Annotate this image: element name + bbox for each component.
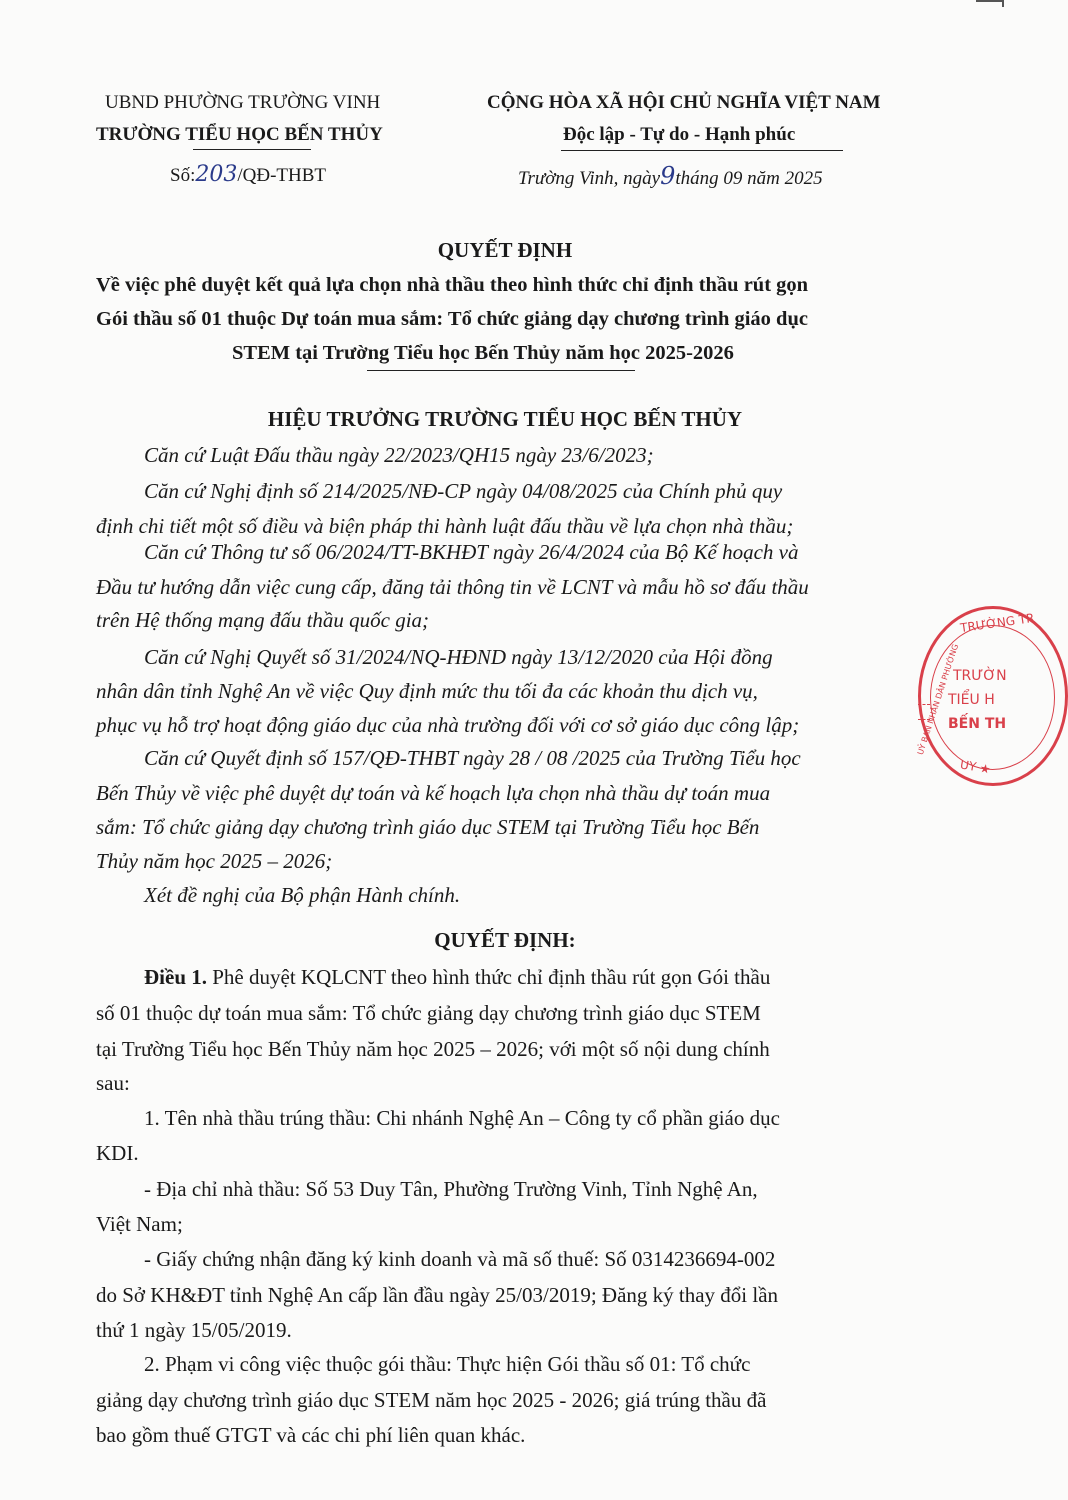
basis-line: trên Hệ thống mạng đấu thầu quốc gia;: [96, 608, 430, 632]
article-line: 1. Tên nhà thầu trúng thầu: Chi nhánh Nghệ An – Công ty cổ phần giáo dục: [144, 1106, 780, 1130]
stamp-bottom-text: UY ★: [959, 757, 992, 777]
school-name: TRƯỜNG TIỂU HỌC BẾN THỦY: [96, 124, 383, 145]
basis-line: Căn cứ Luật Đấu thầu ngày 22/2023/QH15 ngày 23/6/2023;: [144, 443, 654, 467]
issue-date: [518, 162, 823, 190]
national-motto-underline: [561, 150, 843, 151]
document-title: QUYẾT ĐỊNH: [437, 238, 573, 262]
date-suffix: tháng 09 năm 2025: [675, 168, 823, 189]
basis-line: Căn cứ Quyết định số 157/QĐ-THBT ngày 28 / 08 /2025 của Trường Tiểu học: [144, 746, 801, 770]
basis-line: Thủy năm học 2025 – 2026;: [96, 849, 333, 873]
basis-line: Căn cứ Thông tư số 06/2024/TT-BKHĐT ngày 26/4/2024 của Bộ Kế hoạch và: [144, 540, 799, 564]
article-line: giảng dạy chương trình giáo dục STEM năm học 2025 - 2026; giá trúng thầu đã: [96, 1388, 767, 1412]
title-subject-line-3: STEM tại Trường Tiểu học Bến Thủy năm học 2025-2026: [232, 342, 734, 364]
basis-line: nhân dân tỉnh Nghệ An về việc Quy định mức thu tối đa các khoản thu dịch vụ,: [96, 679, 758, 703]
doc-number-prefix: Số:: [170, 165, 196, 186]
national-motto: Độc lập - Tự do - Hạnh phúc: [563, 124, 796, 145]
basis-line: định chi tiết một số điều và biện pháp thi hành luật đấu thầu về lựa chọn nhà thầu;: [96, 514, 794, 538]
basis-line: phục vụ hỗ trợ hoạt động giáo dục của nhà trường đối với cơ sở giáo dục công lập;: [96, 713, 800, 737]
basis-line: Căn cứ Nghị định số 214/2025/NĐ-CP ngày 04/08/2025 của Chính phủ quy: [144, 479, 783, 503]
basis-line: Căn cứ Nghị Quyết số 31/2024/NQ-HĐND ngày 13/12/2020 của Hội đồng: [144, 645, 773, 669]
stamp-line-2: TIỂU H: [948, 692, 995, 708]
article-line: 2. Phạm vi công việc thuộc gói thầu: Thực hiện Gói thầu số 01: Tổ chức: [144, 1352, 751, 1376]
scan-corner-mark: [976, 0, 1004, 7]
date-prefix: Trường Vinh, ngày: [518, 168, 661, 189]
article-1-first-line: [144, 965, 770, 990]
national-title: CỘNG HÒA XÃ HỘI CHỦ NGHĨA VIỆT NAM: [487, 92, 881, 113]
doc-number-suffix: /QĐ-THBT: [237, 165, 327, 186]
stamp-tick-marks: [918, 704, 930, 720]
date-day-handwritten: 9: [660, 162, 676, 190]
school-name-underline: [193, 149, 311, 150]
basis-line: Đầu tư hướng dẫn việc cung cấp, đăng tải thông tin về LCNT và mẫu hồ sơ đấu thầu: [96, 575, 809, 599]
basis-line: Xét đề nghị của Bộ phận Hành chính.: [144, 883, 461, 907]
article-1-label: Điều 1.: [144, 965, 207, 989]
basis-line: sắm: Tổ chức giảng dạy chương trình giáo dục STEM tại Trường Tiểu học Bến: [96, 815, 760, 839]
basis-line: Bến Thủy về việc phê duyệt dự toán và kế hoạch lựa chọn nhà thầu dự toán mua: [96, 781, 771, 805]
article-line: thứ 1 ngày 15/05/2019.: [96, 1318, 292, 1342]
article-line: tại Trường Tiểu học Bến Thủy năm học 2025 – 2026; với một số nội dung chính: [96, 1037, 770, 1061]
article-line: Việt Nam;: [96, 1212, 183, 1236]
article-line: KDI.: [96, 1141, 139, 1165]
article-line: bao gồm thuế GTGT và các chi phí liên quan khác.: [96, 1423, 526, 1447]
article-1-text: Phê duyệt KQLCNT theo hình thức chỉ định thầu rút gọn Gói thầu: [207, 965, 771, 989]
stamp-inner-ring: [930, 625, 1055, 770]
article-line: - Địa chỉ nhà thầu: Số 53 Duy Tân, Phường Trường Vinh, Tỉnh Nghệ An,: [144, 1177, 758, 1201]
doc-number-handwritten: 203: [195, 162, 238, 187]
article-line: số 01 thuộc dự toán mua sắm: Tổ chức giảng dạy chương trình giáo dục STEM: [96, 1001, 761, 1025]
article-line: sau:: [96, 1071, 130, 1095]
title-subject-line-2: Gói thầu số 01 thuộc Dự toán mua sắm: Tổ chức giảng dạy chương trình giáo dục: [96, 308, 808, 330]
article-line: - Giấy chứng nhận đăng ký kinh doanh và mã số thuế: Số 0314236694-002: [144, 1247, 776, 1271]
stamp-left-arc-text: UỶ BAN NHÂN DÂN PHƯỜNG: [915, 642, 961, 757]
decision-heading: QUYẾT ĐỊNH:: [434, 928, 576, 952]
title-underline: [367, 370, 635, 371]
article-line: do Sở KH&ĐT tỉnh Nghệ An cấp lần đầu ngày 25/03/2019; Đăng ký thay đổi lần: [96, 1283, 779, 1307]
stamp-top-text: TRƯỜNG TR: [959, 610, 1036, 636]
document-number: [170, 162, 326, 187]
title-subject-line-1: Về việc phê duyệt kết quả lựa chọn nhà thầu theo hình thức chỉ định thầu rút gọn: [96, 274, 809, 296]
issuing-authority: HIỆU TRƯỞNG TRƯỜNG TIỂU HỌC BẾN THỦY: [267, 407, 743, 431]
stamp-line-3: BẾN TH: [948, 716, 1007, 732]
stamp-outer-ring: [915, 606, 1068, 786]
stamp-line-1: TRƯỜN: [953, 668, 1007, 684]
org-parent-name: UBND PHƯỜNG TRƯỜNG VINH: [105, 92, 381, 113]
